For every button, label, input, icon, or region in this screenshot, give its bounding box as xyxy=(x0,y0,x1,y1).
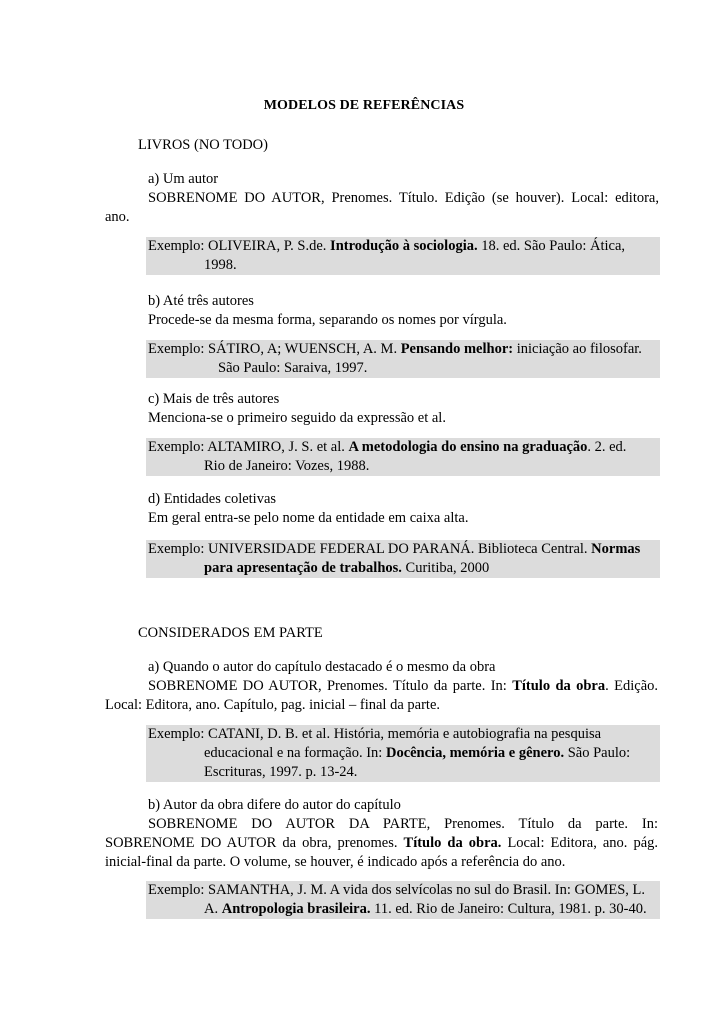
example-three-authors xyxy=(146,340,660,378)
example-diff-author-line2 xyxy=(146,900,660,919)
more-authors-heading: c) Mais de três autores xyxy=(148,391,280,407)
page-title: MODELOS DE REFERÊNCIAS xyxy=(263,98,465,113)
example-collective xyxy=(146,540,660,578)
example-three-authors-line2: São Paulo: Saraiva, 1997. xyxy=(218,360,368,376)
one-author-block xyxy=(148,170,659,208)
example-same-author-line1: Exemplo: CATANI, D. B. et al. História, memória e autobiografia na pesquisa xyxy=(148,726,602,742)
same-author-desc xyxy=(105,677,658,715)
example-text: Exemplo: OLIVEIRA, P. S.de. xyxy=(148,238,331,254)
example-bold-title: Normas xyxy=(591,541,641,557)
example-text: Exemplo: SÁTIRO, A; WUENSCH, A. M. xyxy=(148,341,401,357)
three-authors-desc: Procede-se da mesma forma, separando os nomes por vírgula. xyxy=(148,312,507,328)
diff-author-desc-line2 xyxy=(105,834,658,853)
example-more-authors-line2: Rio de Janeiro: Vozes, 1988. xyxy=(204,458,370,474)
example-bold-title: Docência, memória e gênero. xyxy=(385,745,565,761)
diff-author-desc-line3: inicial-final da parte. O volume, se houver, é indicado após a referência do ano. xyxy=(105,854,566,870)
example-bold-title: Pensando melhor: xyxy=(400,341,514,357)
section-heading-books: LIVROS (NO TODO) xyxy=(138,137,268,153)
example-one-author xyxy=(146,237,660,275)
example-collective-line1 xyxy=(146,540,660,559)
example-bold-title: Antropologia brasileira. xyxy=(221,901,371,917)
example-text: iniciação ao filosofar. xyxy=(513,341,642,357)
example-bold-title: A metodologia do ensino na graduação xyxy=(348,439,588,455)
collective-block xyxy=(148,490,658,528)
example-collective-line2 xyxy=(146,559,660,578)
same-author-block xyxy=(148,658,658,677)
collective-desc: Em geral entra-se pelo nome da entidade em caixa alta. xyxy=(148,510,469,526)
example-more-authors-line1 xyxy=(146,438,660,457)
same-author-heading: a) Quando o autor do capítulo destacado é o mesmo da obra xyxy=(148,659,496,675)
more-authors-block xyxy=(148,390,658,428)
example-text: educacional e na formação. In: xyxy=(204,745,386,761)
example-text: . 2. ed. xyxy=(587,439,627,455)
one-author-heading: a) Um autor xyxy=(148,171,219,187)
example-diff-author-line1: Exemplo: SAMANTHA, J. M. A vida dos selvícolas no sul do Brasil. In: GOMES, L. xyxy=(148,882,646,898)
desc-text: SOBRENOME DO AUTOR, Prenomes. Título da parte. In: xyxy=(148,678,513,694)
example-text: 11. ed. Rio de Janeiro: Cultura, 1981. p. 30-40. xyxy=(370,901,647,917)
desc-text: . Edição. xyxy=(605,678,658,694)
collective-heading: d) Entidades coletivas xyxy=(148,491,277,507)
example-three-authors-line1 xyxy=(146,340,660,359)
section-heading-parts: CONSIDERADOS EM PARTE xyxy=(138,625,323,641)
example-bold-title: Introdução à sociologia. xyxy=(330,238,478,254)
example-more-authors xyxy=(146,438,660,476)
example-same-author-line2 xyxy=(146,744,660,763)
one-author-desc-line2: ano. xyxy=(105,209,130,225)
example-text: Curitiba, 2000 xyxy=(401,560,490,576)
example-text: Exemplo: UNIVERSIDADE FEDERAL DO PARANÁ. Biblioteca Central. xyxy=(148,541,592,557)
one-author-desc-line1: SOBRENOME DO AUTOR, Prenomes. Título. Edição (se houver). Local: editora, xyxy=(148,190,659,206)
more-authors-desc: Menciona-se o primeiro seguido da expressão et al. xyxy=(148,410,446,426)
diff-author-heading: b) Autor da obra difere do autor do capítulo xyxy=(148,797,401,813)
example-text: 18. ed. São Paulo: Ática, xyxy=(477,238,626,254)
example-text: Exemplo: ALTAMIRO, J. S. et al. xyxy=(148,439,349,455)
three-authors-heading: b) Até três autores xyxy=(148,293,254,309)
desc-text: Local: Editora, ano. pág. xyxy=(501,835,659,851)
example-same-author-line3: Escrituras, 1997. p. 13-24. xyxy=(204,764,358,780)
desc-bold: Título da obra xyxy=(512,678,606,694)
example-same-author xyxy=(146,725,660,782)
desc-bold: Título da obra. xyxy=(403,835,502,851)
example-one-author-line1 xyxy=(146,237,660,256)
example-text: A. xyxy=(204,901,222,917)
three-authors-block xyxy=(148,292,658,330)
diff-author-block xyxy=(148,796,658,815)
example-diff-author xyxy=(146,881,660,919)
same-author-desc-line1 xyxy=(105,677,658,696)
diff-author-desc-line1: SOBRENOME DO AUTOR DA PARTE, Prenomes. Título da parte. In: xyxy=(148,816,658,832)
example-text: São Paulo: xyxy=(564,745,631,761)
diff-author-desc xyxy=(105,815,658,872)
example-one-author-line2: 1998. xyxy=(204,257,237,273)
same-author-desc-line2: Local: Editora, ano. Capítulo, pag. inicial – final da parte. xyxy=(105,697,441,713)
example-bold-title: para apresentação de trabalhos. xyxy=(204,560,402,576)
desc-text: SOBRENOME DO AUTOR da obra, prenomes. xyxy=(105,835,404,851)
